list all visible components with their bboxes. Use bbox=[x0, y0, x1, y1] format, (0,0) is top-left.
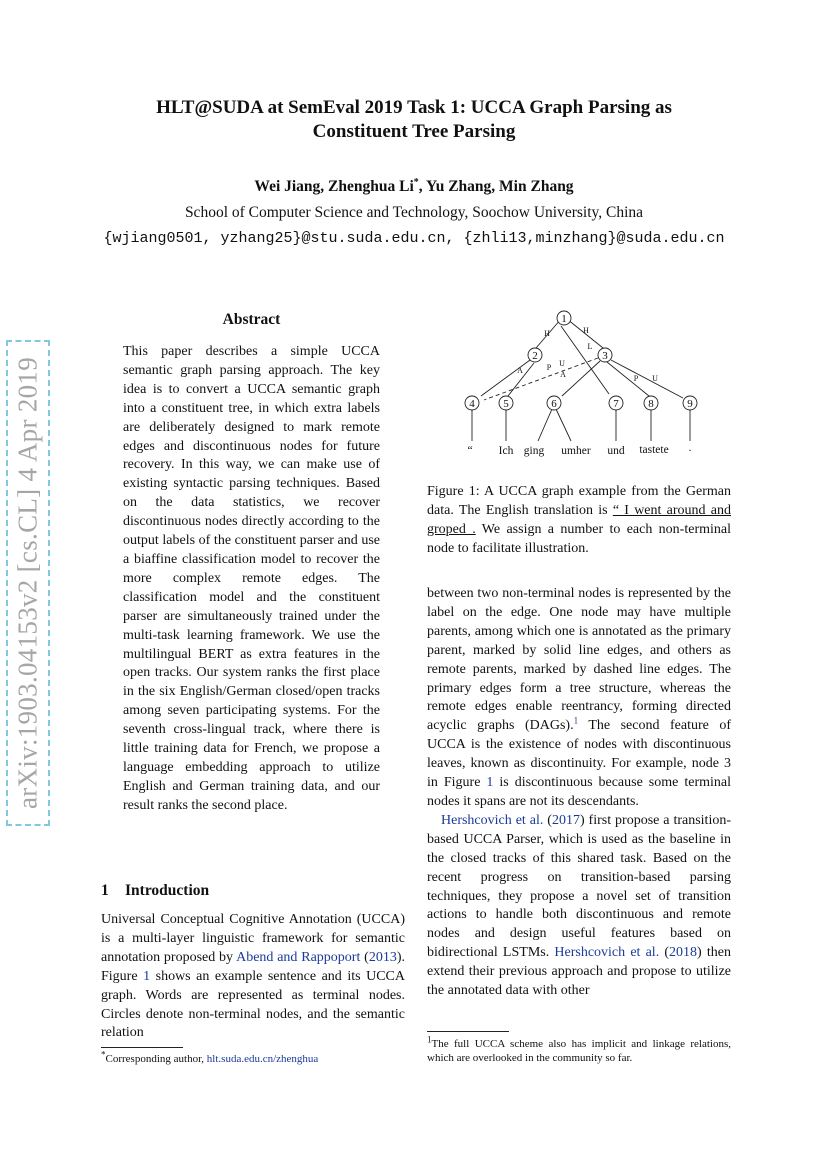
edge-3-6 bbox=[562, 361, 600, 396]
edge-label-p-right: P bbox=[633, 374, 639, 383]
citation-abend-rappoport[interactable]: Abend and Rappoport bbox=[236, 949, 361, 965]
citation-year-2018[interactable]: 2018 bbox=[669, 945, 698, 961]
abstract-text: This paper describes a simple UCCA semantic graph parsing approach. The key idea is to convert a UCCA semantic graph into a constituent tree, in which extra labels are deliberately designed to mark remote edges and discontinuous nodes for future recovery. In this way, we can make use of existing syntactic parsing techniques. Based on the data statistics, we recover discontinuous nodes directly according to the output labels of the constituent parser and use a biaffine classification model to recover the more complex remote edges. The classification model and the constituent parser are simultaneously trained under the multi-task learning framework. We use the multilingual BERT as extra features in the open tracks. Our system ranks the first place in the six English/German closed/open tracks among seven participating systems. For the seventh cross-lingual track, where there is little training data for French, we propose a language embedding approach to utilize English and German training data, and our result ranks the second place. bbox=[123, 344, 380, 813]
corresponding-mark: * bbox=[413, 176, 419, 188]
leaf-edge-6b bbox=[556, 409, 571, 441]
citation-hershcovich-2018[interactable]: Hershcovich et al. bbox=[554, 945, 660, 961]
footnote-link[interactable]: hlt.suda.edu.cn/zhenghua bbox=[206, 1053, 319, 1065]
section-title: Introduction bbox=[125, 882, 210, 899]
arxiv-stamp[interactable] bbox=[6, 340, 50, 826]
word-open-quote: “ bbox=[467, 445, 473, 457]
paragraph-related-work bbox=[427, 812, 731, 1001]
footnote-ref-1[interactable]: 1 bbox=[573, 715, 579, 726]
author-names: Wei Jiang, Zhenghua Li bbox=[254, 178, 414, 195]
caption-text-2: We assign a number to each non-terminal node to facilitate illustration. bbox=[427, 521, 731, 556]
p1-text-3: is discontinuous because some terminal nodes it spans are not its descendants. bbox=[427, 775, 731, 809]
footnote-rule-right bbox=[427, 1031, 509, 1032]
node-label-8: 8 bbox=[648, 398, 654, 410]
edge-label-u-left: U bbox=[559, 359, 565, 368]
right-column-text bbox=[427, 585, 731, 1001]
intro-text-2: ( bbox=[360, 949, 369, 965]
edge-label-u-right: U bbox=[652, 374, 658, 383]
footnote-rule-left bbox=[101, 1047, 183, 1048]
word-ich: Ich bbox=[498, 445, 514, 457]
node-label-3: 3 bbox=[602, 350, 608, 362]
p2-text-4: ) then extend their previous approach and propose to utilize the annotated data with other bbox=[427, 945, 731, 999]
footnote-corresponding-author bbox=[101, 1049, 405, 1066]
introduction-paragraph bbox=[101, 911, 405, 1043]
word-und: und bbox=[607, 445, 625, 457]
node-label-5: 5 bbox=[503, 398, 509, 410]
citation-year-2017[interactable]: 2017 bbox=[551, 812, 580, 828]
section-number: 1 bbox=[101, 882, 109, 899]
title-line-2: Constituent Tree Parsing bbox=[312, 121, 516, 142]
author-emails: {wjiang0501, yzhang25}@stu.suda.edu.cn, {zhli13,minzhang}@suda.edu.cn bbox=[103, 230, 725, 247]
citation-year-2013[interactable]: 2013 bbox=[368, 949, 397, 965]
paragraph-ucca-features bbox=[427, 585, 731, 812]
edge-label-p-left: P bbox=[546, 363, 552, 372]
node-label-6: 6 bbox=[551, 398, 557, 410]
p2-text-3: ( bbox=[659, 945, 670, 961]
node-label-1: 1 bbox=[561, 313, 567, 325]
footnote-1-text: The full UCCA scheme also has implicit and linkage relations, which are overlooked in the community so far. bbox=[427, 1038, 731, 1064]
authors bbox=[0, 178, 828, 196]
author-names-rest: , Yu Zhang, Min Zhang bbox=[418, 178, 574, 195]
edge-label-a-remote: A bbox=[560, 370, 566, 379]
edge-label-l: L bbox=[587, 342, 593, 351]
word-tastete: tastete bbox=[639, 444, 669, 456]
edge-3-8 bbox=[607, 362, 649, 396]
footnote-mark: * bbox=[101, 1049, 106, 1060]
edge-3-9 bbox=[611, 360, 683, 398]
intro-text-1: Universal Conceptual Cognitive Annotation (UCCA) is a multi-layer linguistic framework for semantic annotation proposed by bbox=[101, 912, 405, 965]
p1-text-2: The second feature of UCCA is the existence of nodes with discontinuous leaves, known as discontinuity. For example, node 3 in Figure bbox=[427, 718, 732, 791]
title-line-1: HLT@SUDA at SemEval 2019 Task 1: UCCA Graph Parsing as bbox=[156, 97, 672, 118]
ucca-graph-figure bbox=[450, 308, 720, 468]
figure-ref-1-right[interactable]: 1 bbox=[486, 775, 494, 791]
word-ging: ging bbox=[523, 445, 545, 457]
leaf-edge-6a bbox=[538, 409, 552, 441]
node-label-9: 9 bbox=[687, 398, 693, 410]
figure-ref-1[interactable]: 1 bbox=[143, 968, 151, 984]
p2-text-2: ) first propose a transition-based UCCA Parser, which is used as the baseline in the closed tracks of this shared task. Based on the recent progress on transition-based parsing techniques, they propose a novel set of transition actions to handle both discontinuous and remote nodes and design useful features based on bidirectional LSTMs. bbox=[427, 812, 731, 961]
p1-text-1: between two non-terminal nodes is represented by the label on the edge. One node may have multiple parents, among which one is annotated as the primary parent, marked by solid line edges, and others as remote parents, marked by dashed line edges. The primary edges form a tree structure, whereas the remote edges enable reentrancy, forming directed acyclic graphs (DAGs). bbox=[427, 586, 731, 734]
footnote-text: Corresponding author, bbox=[105, 1053, 207, 1065]
section-heading-introduction bbox=[101, 882, 209, 900]
footnote-1-mark: 1 bbox=[427, 1034, 432, 1045]
paper-title bbox=[0, 96, 828, 144]
arxiv-stamp-text: arXiv:1903.04153v2 [cs.CL] 4 Apr 2019 bbox=[12, 356, 43, 810]
affiliation: School of Computer Science and Technology, Soochow University, China bbox=[184, 204, 644, 221]
node-label-7: 7 bbox=[613, 398, 619, 410]
word-umher: umher bbox=[561, 445, 591, 457]
node-label-4: 4 bbox=[469, 398, 475, 410]
citation-hershcovich-2017[interactable]: Hershcovich et al. bbox=[441, 812, 544, 828]
edge-label-h-left: H bbox=[544, 329, 550, 338]
node-label-2: 2 bbox=[532, 350, 538, 362]
caption-translation: “ I went around and groped . bbox=[427, 502, 731, 537]
caption-text-1: Figure 1: A UCCA graph example from the German data. The English translation is bbox=[427, 484, 731, 518]
figure-caption bbox=[427, 483, 731, 559]
word-period: . bbox=[688, 442, 692, 454]
intro-text-4: shows an example sentence and its UCCA graph. Words are represented as terminal nodes. Circles denote non-terminal nodes, and the semantic relation bbox=[101, 968, 405, 1041]
footnote-1 bbox=[427, 1034, 731, 1065]
intro-text-3: ). Figure bbox=[101, 949, 405, 984]
p2-text-1: ( bbox=[543, 812, 552, 828]
abstract-heading: Abstract bbox=[222, 311, 281, 328]
edge-label-h-right: H bbox=[583, 326, 589, 335]
edge-label-a-left: A bbox=[517, 366, 523, 375]
